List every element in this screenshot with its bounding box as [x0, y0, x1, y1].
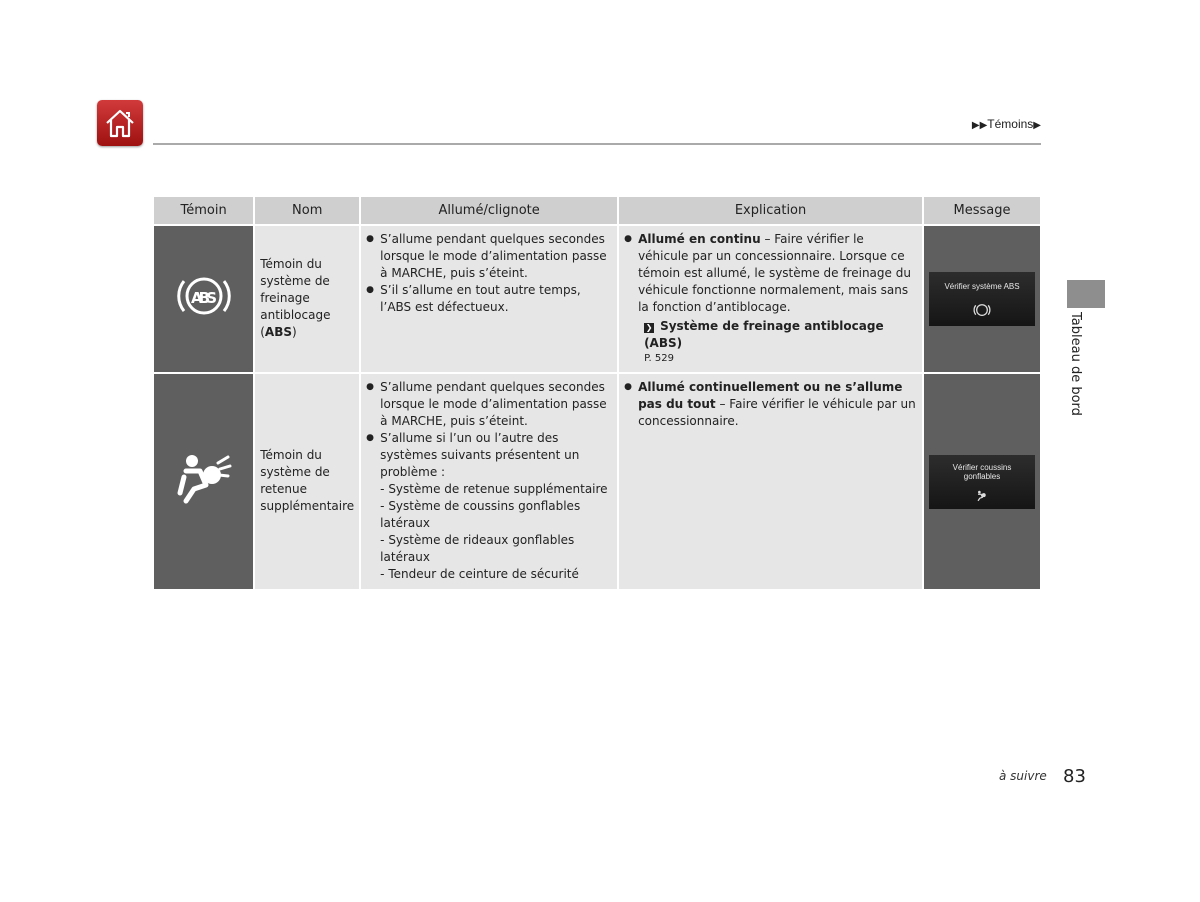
condition-item: ● S’allume pendant quelques secondes lorsque le mode d’alimentation passe à MARCHE, puis s’éteint.	[380, 231, 612, 282]
condition-item: ● S’allume pendant quelques secondes lorsque le mode d’alimentation passe à MARCHE, puis s’éteint.	[380, 379, 612, 430]
abs-warning-icon	[172, 271, 236, 321]
name-line: retenue	[260, 482, 307, 496]
table-row	[154, 374, 1040, 589]
abs-warning-icon	[972, 302, 992, 318]
sub-item: - Système de rideaux gonflables latéraux	[380, 533, 575, 564]
message-text: Vérifier système ABS	[944, 282, 1020, 291]
sub-item: - Système de coussins gonflables latéraux	[380, 499, 581, 530]
cross-reference-link[interactable]	[624, 318, 917, 352]
name-line: Témoin du	[260, 257, 322, 271]
explanation-text: – Faire vérifier le véhicule par un concessionnaire. Lorsque ce témoin est allumé, le système de freinage du véhicule fonctionne normalement, mais sans la fonction d’antiblocage.	[638, 232, 911, 314]
explanation-cell	[619, 226, 922, 372]
section-tab-label: Tableau de bord	[1068, 312, 1083, 416]
sub-item: - Tendeur de ceinture de sécurité	[380, 567, 579, 581]
explanation-bold: Allumé en continu	[638, 232, 761, 246]
sub-item: - Système de retenue supplémentaire	[380, 482, 608, 496]
airbag-warning-icon	[172, 449, 236, 509]
continued-note: à suivre	[999, 769, 1047, 783]
conditions-cell	[361, 226, 617, 372]
header-rule	[153, 143, 1041, 145]
home-icon	[102, 105, 138, 141]
indicator-name	[255, 374, 359, 589]
indicator-icon-cell	[154, 374, 253, 589]
name-line: système de	[260, 465, 330, 479]
name-abbreviation: ABS	[264, 325, 292, 339]
breadcrumb-arrow-icon: ▶	[1033, 120, 1041, 131]
conditions-cell	[361, 374, 617, 589]
explanation-bold: Allumé continuellement ou ne s’allume pas du tout	[638, 380, 903, 411]
reference-arrow-icon: ❯	[645, 323, 653, 332]
reference-title: Système de freinage antiblocage (ABS)	[644, 319, 884, 350]
name-line: antiblocage	[260, 308, 331, 322]
indicator-icon-cell	[154, 226, 253, 372]
column-header: Nom	[255, 197, 359, 224]
message-cell	[924, 226, 1040, 372]
condition-item: ● S’il s’allume en tout autre temps, l’ABS est défectueux.	[380, 282, 612, 316]
svg-text:ABS: ABS	[190, 289, 217, 307]
column-header: Allumé/clignote	[361, 197, 617, 224]
message-display	[929, 272, 1035, 326]
name-line: freinage	[260, 291, 310, 305]
explanation-text: – Faire vérifier le véhicule par un concessionnaire.	[638, 397, 916, 428]
name-line: Témoin du	[260, 448, 322, 462]
explanation-item	[638, 379, 917, 430]
reference-page: P. 529	[644, 353, 674, 364]
message-text: Vérifier coussins gonflables	[952, 462, 1012, 481]
explanation-cell	[619, 374, 922, 589]
column-header: Explication	[619, 197, 922, 224]
name-line: système de	[260, 274, 330, 288]
table-header-row	[154, 197, 1040, 224]
table-row	[154, 226, 1040, 372]
explanation-item	[638, 231, 917, 316]
column-header: Message	[924, 197, 1040, 224]
name-line: supplémentaire	[260, 499, 355, 513]
airbag-warning-icon	[975, 489, 989, 503]
section-tab[interactable]	[1067, 280, 1105, 308]
page-number: 83	[1063, 766, 1086, 787]
home-button[interactable]	[97, 100, 143, 146]
condition-item: ● S’allume si l’un ou l’autre des systèmes suivants présentent un problème :	[380, 430, 612, 481]
column-header: Témoin	[154, 197, 253, 224]
breadcrumb[interactable]	[972, 117, 1041, 131]
indicator-name: Témoin du système de freinage antiblocage (ABS)	[255, 226, 359, 372]
breadcrumb-arrow-icon: ▶▶	[971, 120, 988, 131]
breadcrumb-label: Témoins	[987, 117, 1034, 131]
message-cell	[924, 374, 1040, 589]
indicator-table	[152, 195, 1042, 591]
message-display	[929, 455, 1035, 509]
